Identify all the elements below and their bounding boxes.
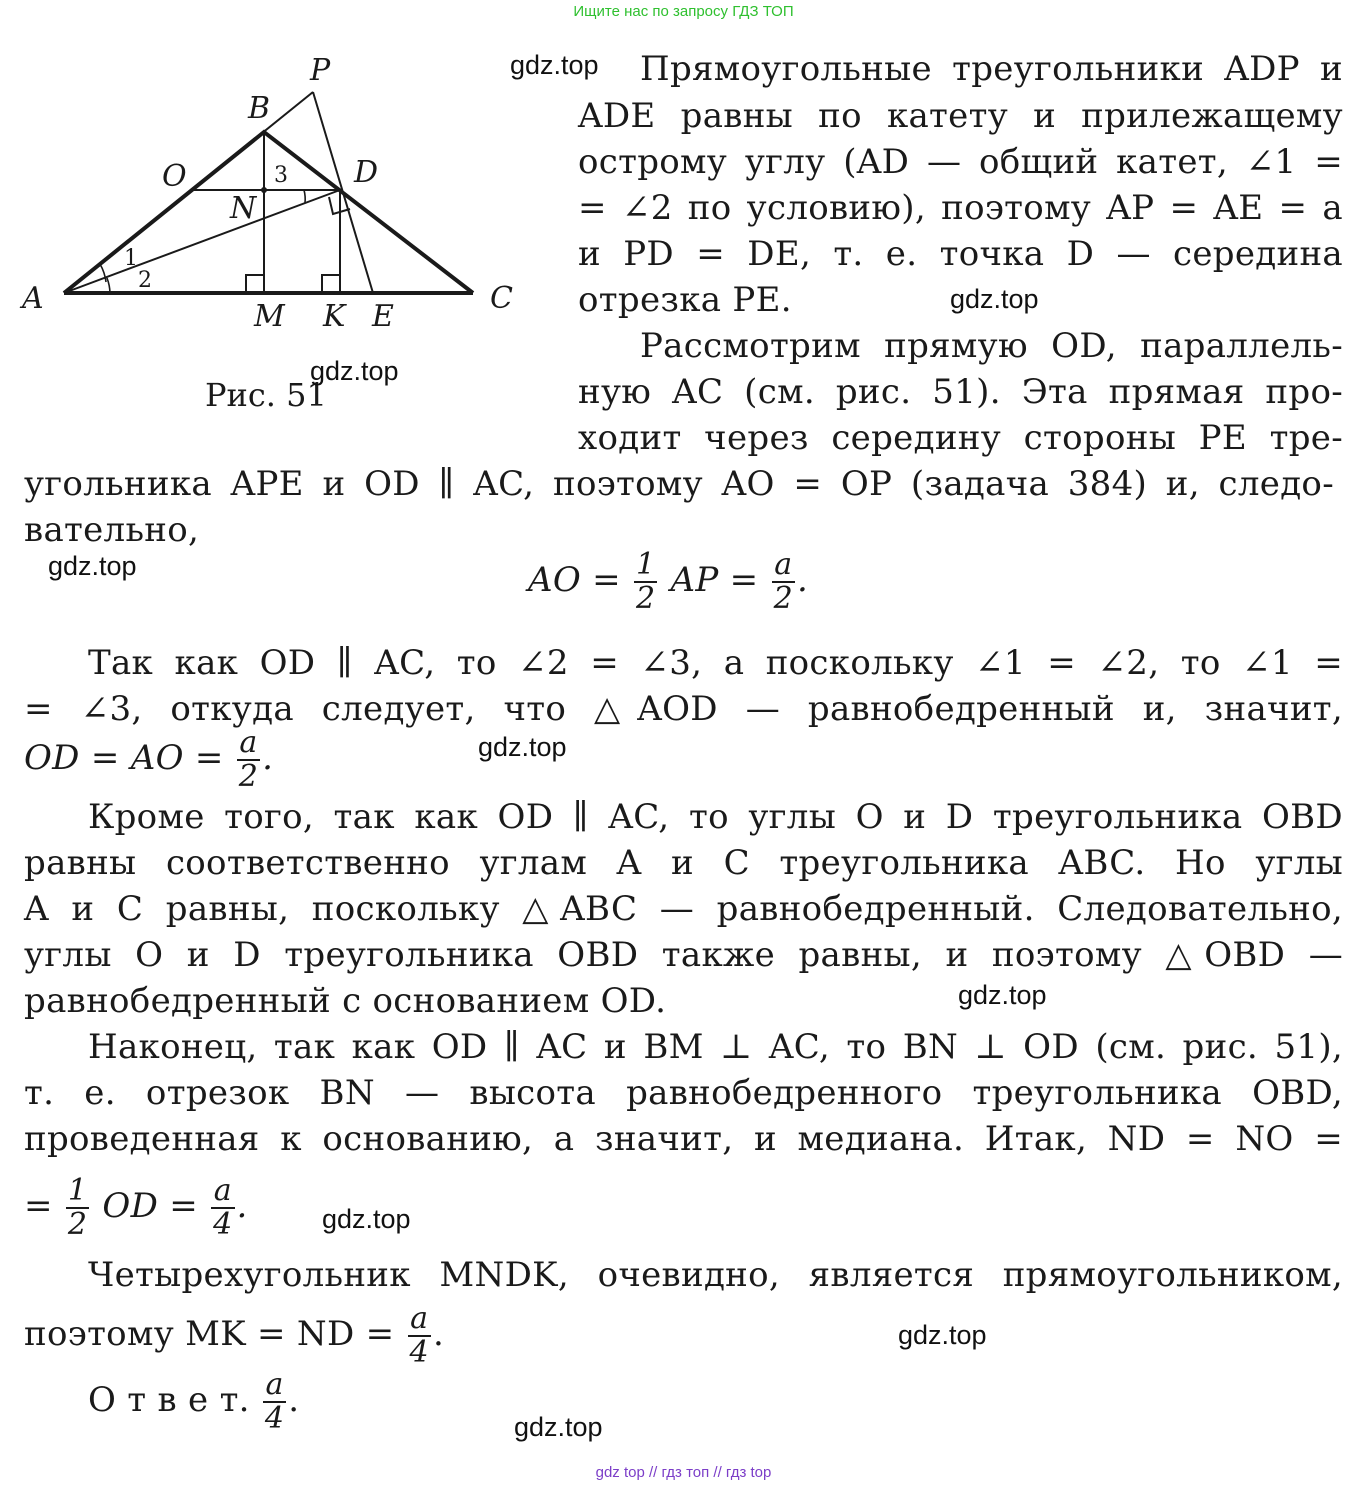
top-banner[interactable]: Ищите нас по запросу ГДЗ ТОП bbox=[573, 3, 794, 20]
p6-eq-lhs: поэтому MK = ND = bbox=[24, 1314, 395, 1354]
p5-equation bbox=[24, 1172, 248, 1241]
answer-num: a bbox=[263, 1369, 286, 1403]
p5-line-3: проведенная к основанию, а значит, и медиана. Итак, ND = NO = bbox=[24, 1119, 1343, 1159]
p3-line-1: Так как OD ∥ AC, то ∠2 = ∠3, а поскольку ∠1 = ∠2, то ∠1 = bbox=[88, 643, 1343, 683]
p5-eq-num2: a bbox=[211, 1175, 234, 1209]
watermark: gdz.top bbox=[958, 980, 1047, 1010]
watermark: gdz.top bbox=[950, 284, 1039, 314]
p1-line-6: отрезка PE. bbox=[578, 280, 792, 320]
p4-line-3: A и C равны, поскольку △ABC — равнобедренный. Следовательно, bbox=[24, 889, 1343, 929]
p5-eq-den2: 4 bbox=[213, 1207, 233, 1242]
eq1-end: . bbox=[796, 560, 809, 600]
eq1-mid: AP = bbox=[670, 560, 759, 600]
answer-label: О т в е т. bbox=[88, 1380, 250, 1420]
eq1-num2: a bbox=[772, 549, 795, 583]
p2-line-2: ную AC (см. рис. 51). Эта прямая про- bbox=[578, 372, 1343, 412]
label-d: D bbox=[354, 155, 379, 190]
p3-eq-frac bbox=[237, 727, 260, 793]
answer bbox=[88, 1366, 299, 1435]
label-m: M bbox=[254, 299, 285, 334]
watermark: gdz.top bbox=[48, 551, 137, 581]
label-n: N bbox=[230, 191, 257, 226]
p3-eq-den: 2 bbox=[238, 759, 259, 794]
watermark: gdz.top bbox=[478, 732, 567, 762]
p3-eq-num: a bbox=[237, 727, 260, 761]
p2-line-1: Рассмотрим прямую OD, параллель- bbox=[640, 326, 1343, 366]
label-c: C bbox=[490, 281, 513, 316]
point-n bbox=[261, 187, 267, 193]
p6-eq-frac bbox=[408, 1303, 431, 1369]
label-angle-3: 3 bbox=[274, 163, 288, 188]
equation-ao bbox=[528, 546, 808, 615]
p5-eq-frac-a4 bbox=[211, 1175, 234, 1241]
p5-eq-lhs: = bbox=[24, 1186, 53, 1226]
p2-line-5: вательно, bbox=[24, 510, 200, 550]
figure-51 bbox=[18, 50, 538, 350]
segment-ap bbox=[64, 92, 313, 293]
figure-caption: Рис. 51 bbox=[205, 376, 327, 414]
eq1-den1: 2 bbox=[636, 581, 656, 616]
eq1-den2: 2 bbox=[773, 581, 793, 616]
p5-eq-den1: 2 bbox=[67, 1207, 88, 1242]
p3-eq-end: . bbox=[262, 738, 274, 778]
label-o: O bbox=[162, 159, 187, 194]
answer-den: 4 bbox=[264, 1401, 285, 1436]
p1-line-3: острому углу (AD — общий катет, ∠1 = bbox=[578, 142, 1343, 182]
p6-equation bbox=[24, 1300, 444, 1369]
right-angle-k bbox=[322, 275, 340, 293]
p5-line-1: Наконец, так как OD ∥ AC и BM ⊥ AC, то BN ⊥ OD (см. рис. 51), bbox=[88, 1027, 1343, 1067]
p5-eq-mid: OD = bbox=[102, 1186, 199, 1226]
p6-eq-den: 4 bbox=[409, 1335, 429, 1370]
watermark: gdz.top bbox=[322, 1204, 411, 1234]
label-k: K bbox=[323, 299, 346, 334]
p2-line-4: угольника APE и OD ∥ AC, поэтому AO = OP (задача 384) и, следо- bbox=[24, 464, 1334, 504]
p5-line-2: т. е. отрезок BN — высота равнобедренного треугольника OBD, bbox=[24, 1073, 1343, 1113]
p6-eq-num: a bbox=[408, 1303, 431, 1337]
right-angle-m bbox=[246, 275, 264, 293]
answer-end: . bbox=[288, 1380, 300, 1420]
p4-line-4: углы O и D треугольника OBD также равны, и поэтому △OBD — bbox=[24, 935, 1343, 975]
p1-line-5: и PD = DE, т. е. точка D — середина bbox=[578, 234, 1343, 274]
p1-line-4: = ∠2 по условию), поэтому AP = AE = a bbox=[578, 188, 1343, 228]
eq1-num1: 1 bbox=[636, 547, 656, 582]
p6-eq-end: . bbox=[432, 1314, 445, 1354]
watermark: gdz.top bbox=[510, 50, 599, 80]
label-e: E bbox=[372, 299, 394, 334]
p3-equation bbox=[24, 724, 273, 793]
p1-line-2: ADE равны по катету и прилежащему bbox=[578, 96, 1343, 136]
p4-line-2: равны соответственно углам A и C треугольника ABC. Но углы bbox=[24, 843, 1343, 883]
eq1-frac-a2 bbox=[772, 549, 795, 615]
label-angle-1: 1 bbox=[124, 246, 138, 271]
p5-eq-end: . bbox=[236, 1186, 248, 1226]
p4-line-1: Кроме того, так как OD ∥ AC, то углы O и D треугольника OBD bbox=[88, 797, 1343, 837]
p4-line-5: равнобедренный с основанием OD. bbox=[24, 981, 667, 1021]
answer-frac bbox=[263, 1369, 286, 1435]
watermark: gdz.top bbox=[310, 356, 399, 386]
label-angle-2: 2 bbox=[138, 268, 152, 293]
p2-line-3: ходит через середину стороны PE тре- bbox=[578, 418, 1343, 458]
watermark: gdz.top bbox=[514, 1412, 603, 1442]
eq1-lhs: AO = bbox=[528, 560, 621, 600]
watermark: gdz.top bbox=[898, 1320, 987, 1350]
p1-line-1: Прямоугольные треугольники ADP и bbox=[640, 49, 1343, 89]
angle-arc-2 bbox=[107, 278, 110, 293]
p6-line-1: Четырехугольник MNDK, очевидно, является прямоугольником, bbox=[88, 1255, 1343, 1295]
p3-eq-lhs: OD = AO = bbox=[24, 738, 224, 778]
segment-pe bbox=[313, 92, 373, 293]
angle-arc-3 bbox=[304, 190, 305, 203]
p3-line-2: = ∠3, откуда следует, что △AOD — равнобедренный и, значит, bbox=[24, 689, 1343, 729]
p5-eq-frac-half bbox=[66, 1175, 89, 1241]
label-p: P bbox=[310, 53, 331, 88]
label-a: A bbox=[22, 281, 44, 316]
eq1-frac-half bbox=[634, 549, 657, 615]
label-b: B bbox=[248, 91, 271, 126]
p5-eq-num1: 1 bbox=[67, 1173, 88, 1208]
footer-links[interactable]: gdz top // гдз топ // гдз top bbox=[595, 1464, 772, 1481]
